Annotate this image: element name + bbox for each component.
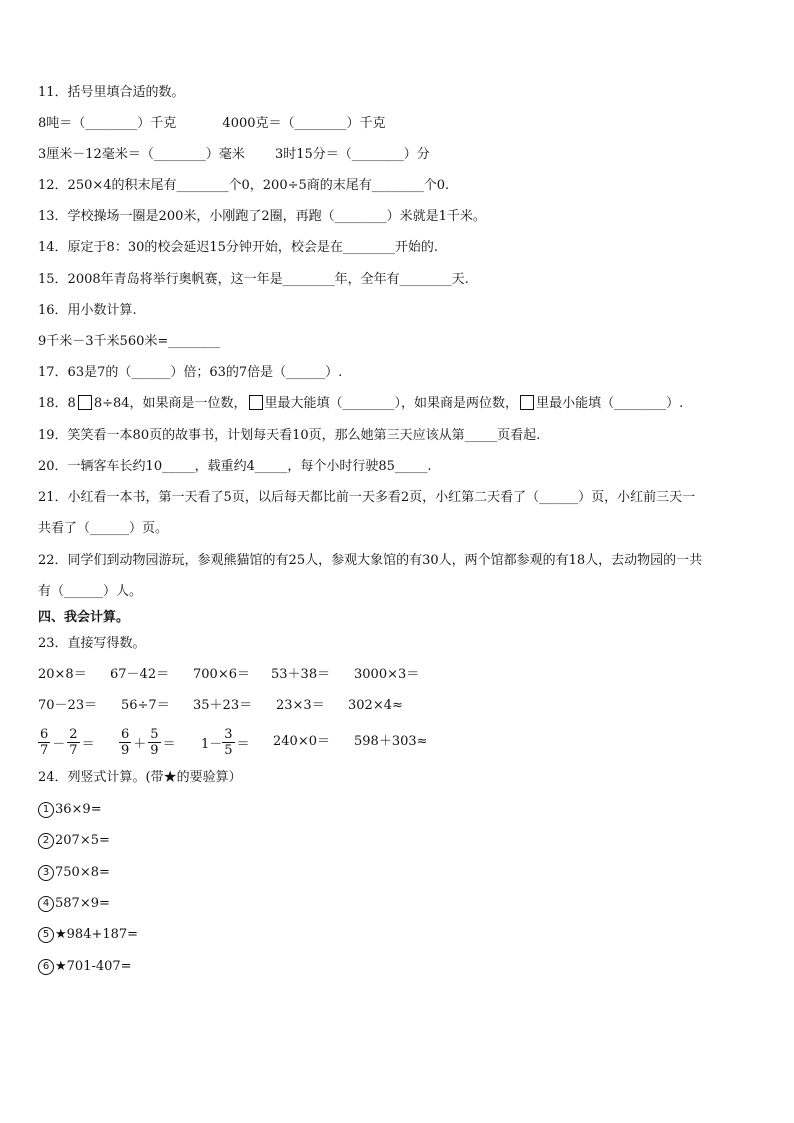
q11-item-2: 4000克＝（________）千克 xyxy=(222,116,386,131)
calc-item: 598＋303≈ xyxy=(354,734,428,749)
q24-title: 24．列竖式计算。(带★的要验算） xyxy=(38,770,242,785)
q11-item-3: 3厘米－12毫米＝（________）毫米 xyxy=(38,147,245,162)
q16-title: 16．用小数计算. xyxy=(38,303,137,318)
blank-box xyxy=(249,395,263,410)
q15: 15．2008年青岛将举行奥帆赛，这一年是________年，全年有________天. xyxy=(38,272,469,287)
vertical-calc-item: 3 750×8= xyxy=(38,864,110,882)
calc-item: 240×0＝ xyxy=(273,734,330,749)
q18 xyxy=(38,395,683,413)
q22-line-1: 22．同学们到动物园游玩，参观熊猫馆的有25人，参观大象馆的有30人，两个馆都参观的有18人，去动物园的一共 xyxy=(38,553,703,568)
vertical-calc-item: 1 36×9= xyxy=(38,801,102,819)
q11-title: 11．括号里填合适的数。 xyxy=(38,85,185,100)
q11-item-4: 3时15分＝（________）分 xyxy=(274,147,430,162)
q11-row1 xyxy=(38,115,404,133)
fraction: $\frac{2}{7}$ xyxy=(69,726,78,758)
calc-item: 700×6＝ xyxy=(193,667,250,682)
vertical-calc-item: 4 587×9= xyxy=(38,895,110,913)
q12: 12．250×4的积末尾有________个0，200÷5商的末尾有________个0. xyxy=(38,178,450,193)
blank-box xyxy=(78,395,92,410)
calc-item: 56÷7＝ xyxy=(121,698,170,713)
calc-item: 53＋38＝ xyxy=(271,667,331,682)
fraction: $\frac{6}{7}$ xyxy=(40,726,49,758)
q18-part-2: 8÷84，如果商是一位数， xyxy=(93,396,247,411)
fraction: $\frac{6}{9}$ xyxy=(121,726,130,758)
q11-row2 xyxy=(38,146,448,164)
circled-number: 3 xyxy=(38,865,54,881)
q22-line-2: 有（______）人。 xyxy=(38,584,143,599)
q11-item-1: 8吨＝（________）千克 xyxy=(38,116,177,131)
calc-item: 35＋23＝ xyxy=(193,698,253,713)
q20: 20．一辆客车长约10_____，载重约4_____，每个小时行驶85_____. xyxy=(38,459,432,474)
q18-part-4: 里最小能填（________）. xyxy=(536,396,684,411)
circled-number: 1 xyxy=(38,802,54,818)
q16-expr: 9千米－3千米560米=________ xyxy=(38,334,221,349)
calc-item: 20×8＝ xyxy=(38,667,87,682)
section-4-heading: 四、我会计算。 xyxy=(38,610,130,625)
calc-item: 302×4≈ xyxy=(348,698,403,713)
fraction-expr-1: $\frac{6}{7}$ － $\frac{2}{7}$ ＝ xyxy=(40,726,95,758)
q17: 17．63是7的（______）倍；63的7倍是（______）. xyxy=(38,365,343,380)
q13: 13．学校操场一圈是200米，小刚跑了2圈，再跑（________）米就是1千米。 xyxy=(38,209,486,224)
vertical-calc-item: 2 207×5= xyxy=(38,832,110,850)
q18-part-3: 里最大能填（________），如果商是两位数， xyxy=(264,396,519,411)
q19: 19．笑笑看一本80页的故事书，计划每天看10页，那么她第三天应该从第_____页看起. xyxy=(38,428,541,443)
q23-title: 23．直接写得数。 xyxy=(38,636,146,651)
calc-item: 3000×3＝ xyxy=(354,667,420,682)
q18-part-1: 18．8 xyxy=(38,396,76,411)
fraction-expr-2: $\frac{6}{9}$ ＋ $\frac{5}{9}$ ＝ xyxy=(121,726,176,758)
blank-box xyxy=(520,395,534,410)
q21-line-2: 共看了（______）页。 xyxy=(38,521,169,536)
vertical-calc-item: 5 ★984+187= xyxy=(38,926,138,944)
calc-item: 23×3＝ xyxy=(276,698,325,713)
circled-number: 4 xyxy=(38,896,54,912)
circled-number: 5 xyxy=(38,927,54,943)
calc-item: 70－23＝ xyxy=(38,698,98,713)
q21-line-1: 21．小红看一本书，第一天看了5页，以后每天都比前一天多看2页，小红第二天看了（______）页，小红前三天一 xyxy=(38,490,696,505)
circled-number: 6 xyxy=(38,959,54,975)
calc-item: 67－42＝ xyxy=(110,667,170,682)
q14: 14．原定于8：30的校会延迟15分钟开始，校会是在________开始的. xyxy=(38,240,439,255)
circled-number: 2 xyxy=(38,833,54,849)
fraction-expr-3: 1－ $\frac{3}{5}$ ＝ xyxy=(201,726,250,758)
fraction: $\frac{5}{9}$ xyxy=(150,726,159,758)
fraction: $\frac{3}{5}$ xyxy=(224,726,233,758)
vertical-calc-item: 6 ★701-407= xyxy=(38,958,132,976)
